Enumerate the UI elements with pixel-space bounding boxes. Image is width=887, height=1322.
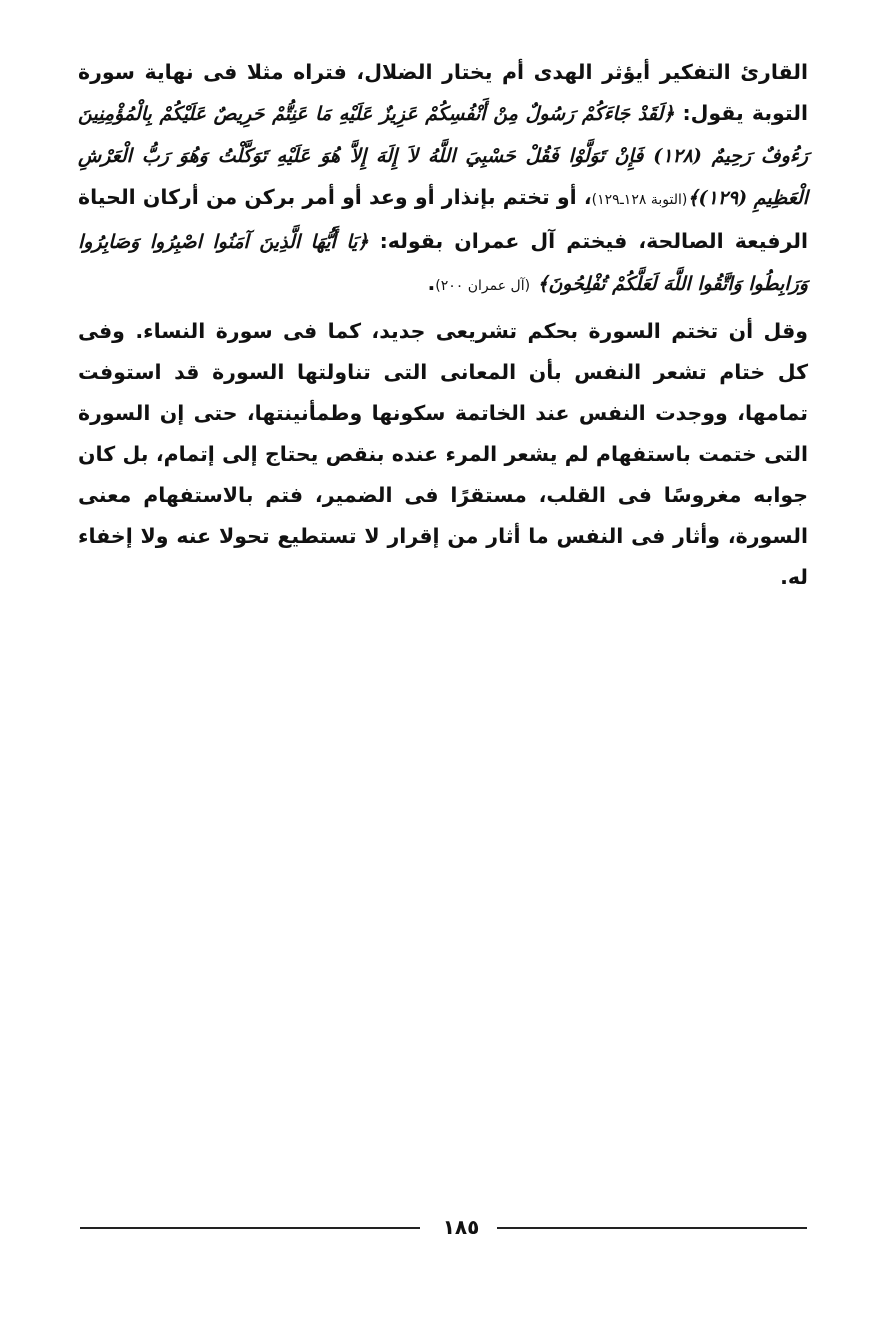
footer-rule-right (497, 1227, 807, 1229)
paragraph-1-middle: ، أو تختم بإنذار أو وعد أو أمر بركن من أركان الحياة الرفيعة الصالحة، فيختم آل عمران بقوله: (78, 185, 808, 253)
paragraph-1-end: . (427, 271, 436, 295)
verse-reference-al-imran: (آل عمران ٢٠٠) (435, 278, 531, 294)
page-footer (80, 1212, 807, 1242)
footer-rule-left (80, 1227, 420, 1229)
body-text (78, 52, 808, 598)
quran-verse-al-imran: ﴿يَا أَيُّهَا الَّذِينَ آمَنُوا اصْبِرُوا وَصَابِرُوا وَرَابِطُوا وَاتَّقُوا اللَّهَ لَعَلَّكُمْ تُفْلِحُونَ﴾ (78, 231, 808, 295)
quran-verse-tawbah: ﴿لَقَدْ جَاءَكُمْ رَسُولٌ مِنْ أَنْفُسِكُمْ عَزِيزٌ عَلَيْهِ مَا عَنِتُّمْ حَرِيصٌ عَلَيْكُمْ بِالْمُؤْمِنِينَ رَءُوفٌ رَحِيمٌ (١٢٨) فَإِنْ تَوَلَّوْا فَقُلْ حَسْبِيَ اللَّهُ لاَ إِلَهَ إِلاَّ هُوَ عَلَيْهِ تَوَكَّلْتُ وَهُوَ رَبُّ الْعَرْشِ الْعَظِيمِ (١٢٩)﴾ (78, 103, 809, 209)
page-number: ١٨٥ (442, 1215, 480, 1239)
paragraph-1 (78, 52, 808, 307)
verse-reference-tawbah: (التوبة ١٢٨ـ١٢٩) (591, 192, 688, 208)
paragraph-1-intro: القارئ التفكير أيؤثر الهدى أم يختار الضلال، فتراه مثلا فى نهاية سورة التوبة يقول: (78, 60, 808, 125)
paragraph-2: وقل أن تختم السورة بحكم تشريعى جديد، كما فى سورة النساء. وفى كل ختام تشعر النفس بأن المعانى التى تناولتها السورة قد استوفت تمامها، ووجدت النفس عند الخاتمة سكونها وطمأنينتها، حتى إن السورة التى ختمت باستفهام لم يشعر المرء عنده بنقص يحتاج إلى إتمام، بل كان جوابه مغروسًا فى القلب، مستقرًا فى الضمير، فتم بالاستفهام معنى السورة، وأثار فى النفس ما أثار من إقرار لا تستطيع تحولا عنه ولا إخفاء له. (78, 319, 808, 589)
